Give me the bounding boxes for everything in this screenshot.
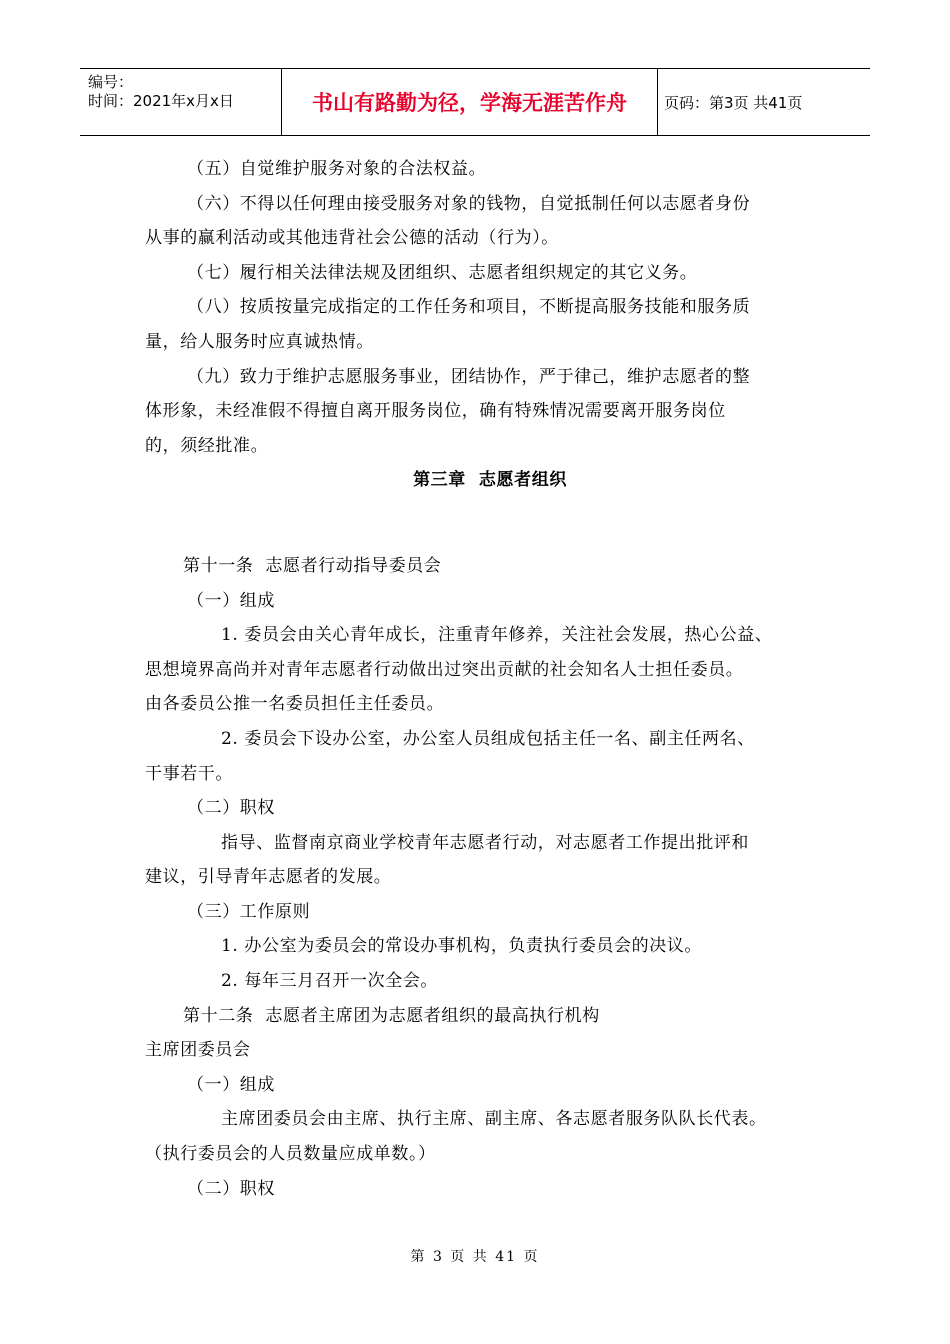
- section-heading: （二）职权: [187, 1178, 275, 1199]
- paragraph-line: 由各委员公推一名委员担任主任委员。: [145, 694, 445, 715]
- paragraph-line: 建议，引导青年志愿者的发展。: [145, 867, 392, 888]
- paragraph-line: 从事的赢利活动或其他违背社会公德的活动（行为）。: [145, 228, 559, 249]
- header-page-label: 页码：第3页 共41页: [664, 93, 803, 112]
- document-body: [145, 152, 825, 1206]
- paragraph-line: （五）自觉维护服务对象的合法权益。: [187, 159, 487, 179]
- chapter-heading: 第三章 志愿者组织: [413, 470, 567, 491]
- paragraph-line: 的，须经批准。: [145, 435, 269, 456]
- document-header: [80, 68, 870, 136]
- paragraph-line: 体形象，未经准假不得擅自离开服务岗位，确有特殊情况需要离开服务岗位: [145, 401, 726, 422]
- section-heading: （三）工作原则: [187, 901, 311, 922]
- header-motto: 书山有路勤为径，学海无涯苦作舟: [282, 69, 658, 135]
- section-heading: （一）组成: [187, 590, 275, 611]
- section-heading: （二）职权: [187, 798, 275, 819]
- paragraph-line: 干事若干。: [145, 763, 233, 784]
- article-heading: 第十二条 志愿者主席团为志愿者组织的最高执行机构: [183, 1005, 600, 1026]
- paragraph-line: 指导、监督南京商业学校青年志愿者行动，对志愿者工作提出批评和: [221, 832, 749, 853]
- header-meta: [80, 69, 282, 135]
- article-heading: 第十一条 志愿者行动指导委员会: [183, 555, 442, 576]
- paragraph-line: （六）不得以任何理由接受服务对象的钱物，自觉抵制任何以志愿者身份: [187, 193, 751, 214]
- paragraph-line: 主席团委员会: [145, 1040, 251, 1061]
- paragraph-line: （执行委员会的人员数量应成单数。）: [145, 1144, 436, 1165]
- paragraph-line: 2. 每年三月召开一次全会。: [221, 971, 439, 992]
- paragraph-line: 2. 委员会下设办公室，办公室人员组成包括主任一名、副主任两名、: [221, 728, 755, 749]
- paragraph-line: 1. 办公室为委员会的常设办事机构，负责执行委员会的决议。: [221, 936, 703, 957]
- paragraph-line: 量，给人服务时应真诚热情。: [145, 331, 374, 352]
- paragraph-line: （七）履行相关法律法规及团组织、志愿者组织规定的其它义务。: [187, 262, 698, 283]
- paragraph-line: 1. 委员会由关心青年成长，注重青年修养，关注社会发展，热心公益、: [221, 625, 773, 646]
- document-number-label: 编号：: [88, 73, 134, 91]
- page-footer: 第 3 页 共 41 页: [410, 1249, 540, 1265]
- paragraph-line: （八）按质按量完成指定的工作任务和项目，不断提高服务技能和服务质: [187, 297, 751, 318]
- paragraph-line: 主席团委员会由主席、执行主席、副主席、各志愿者服务队队长代表。: [221, 1109, 767, 1130]
- section-heading: （一）组成: [187, 1074, 275, 1095]
- paragraph-line: 思想境界高尚并对青年志愿者行动做出过突出贡献的社会知名人士担任委员。: [145, 659, 744, 680]
- document-date-label: 时间：2021年x月x日: [88, 92, 234, 110]
- paragraph-line: （九）致力于维护志愿服务事业，团结协作，严于律己，维护志愿者的整: [187, 366, 751, 387]
